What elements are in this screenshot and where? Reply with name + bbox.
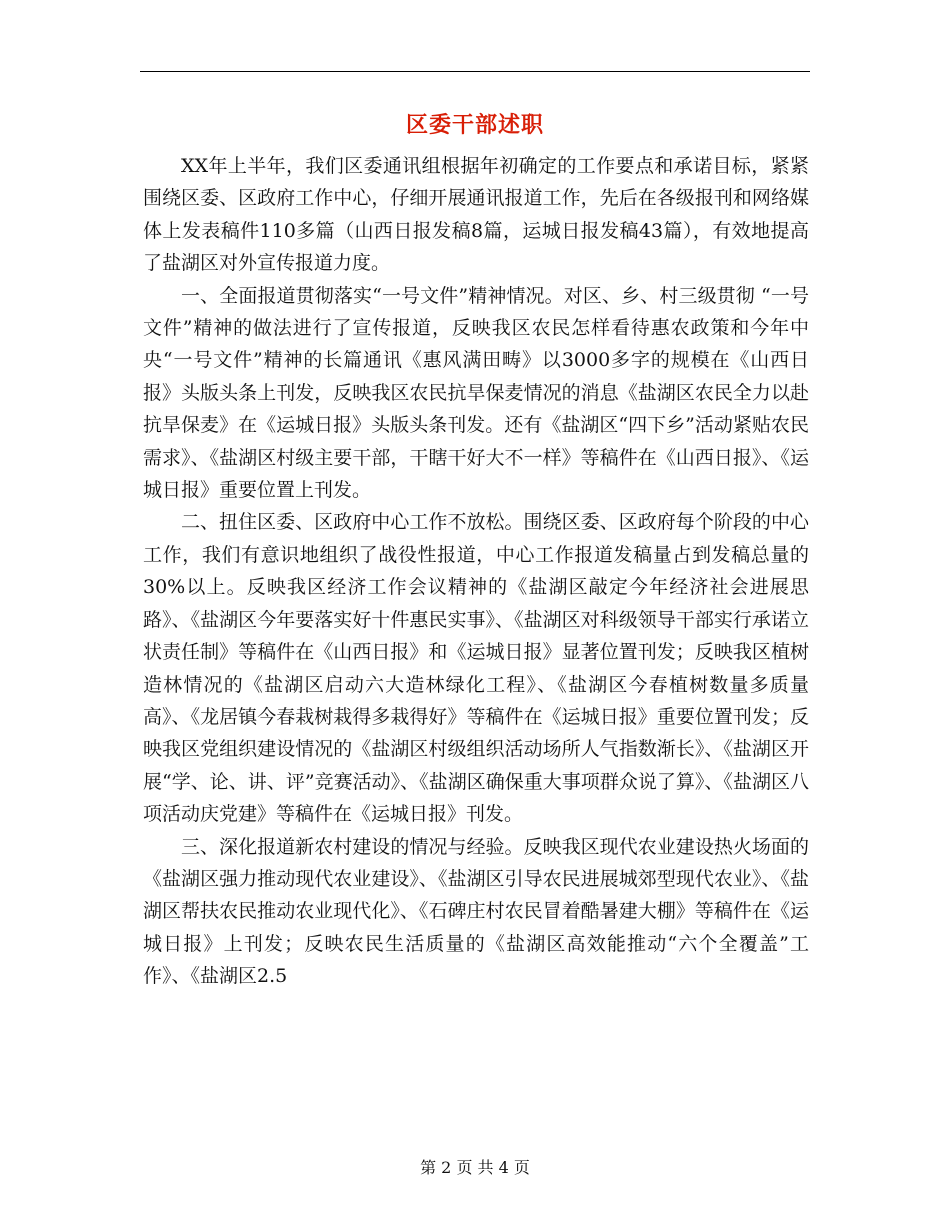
document-body (143, 150, 809, 993)
page-number: 第 2 页 共 4 页 (420, 1158, 530, 1177)
paragraph-intro: XX年上半年，我们区委通讯组根据年初确定的工作要点和承诺目标，紧紧围绕区委、区政府工作中心，仔细开展通讯报道工作，先后在各级报刊和网络媒体上发表稿件110多篇（山西日报发稿8篇，运城日报发稿43篇），有效地提高了盐湖区对外宣传报道力度。 (143, 155, 809, 275)
header-rule (140, 71, 810, 72)
paragraph-section-1: 一、全面报道贯彻落实“一号文件”精神情况。对区、乡、村三级贯彻 “一号文件”精神的做法进行了宣传报道，反映我区农民怎样看待惠农政策和今年中央“一号文件”精神的长篇通讯《惠风满田畴》以3000多字的规模在《山西日报》头版头条上刊发，反映我区农民抗旱保麦情况的消息《盐湖区农民全力以赴抗旱保麦》在《运城日报》头版头条刊发。还有《盐湖区“四下乡”活动紧贴农民需求》、《盐湖区村级主要干部，干瞎干好大不一样》等稿件在《山西日报》、《运城日报》重要位置上刊发。 (143, 284, 809, 502)
paragraph-section-2: 二、扭住区委、区政府中心工作不放松。围绕区委、区政府每个阶段的中心工作，我们有意识地组织了战役性报道，中心工作报道发稿量占到发稿总量的30%以上。反映我区经济工作会议精神的《盐湖区敲定今年经济社会进展思路》、《盐湖区今年要落实好十件惠民实事》、《盐湖区对科级领导干部实行承诺立状责任制》等稿件在《山西日报》和《运城日报》显著位置刊发；反映我区植树造林情况的《盐湖区启动六大造林绿化工程》、《盐湖区今春植树数量多质量高》、《龙居镇今春栽树栽得多栽得好》等稿件在《运城日报》重要位置刊发；反映我区党组织建设情况的《盐湖区村级组织活动场所人气指数渐长》、《盐湖区开展“学、论、讲、评”竞赛活动》、《盐湖区确保重大事项群众说了算》、《盐湖区八项活动庆党建》等稿件在《运城日报》刊发。 (143, 511, 809, 826)
document-title: 区委干部述职 (405, 112, 544, 138)
paragraph-section-3: 三、深化报道新农村建设的情况与经验。反映我区现代农业建设热火场面的《盐湖区强力推动现代农业建设》、《盐湖区引导农民进展城郊型现代农业》、《盐湖区帮扶农民推动农业现代化》、《石碑庄村农民冒着酷暑建大棚》等稿件在《运城日报》上刊发；反映农民生活质量的《盐湖区高效能推动“六个全覆盖”工作》、《盐湖区2.5 (143, 835, 809, 988)
